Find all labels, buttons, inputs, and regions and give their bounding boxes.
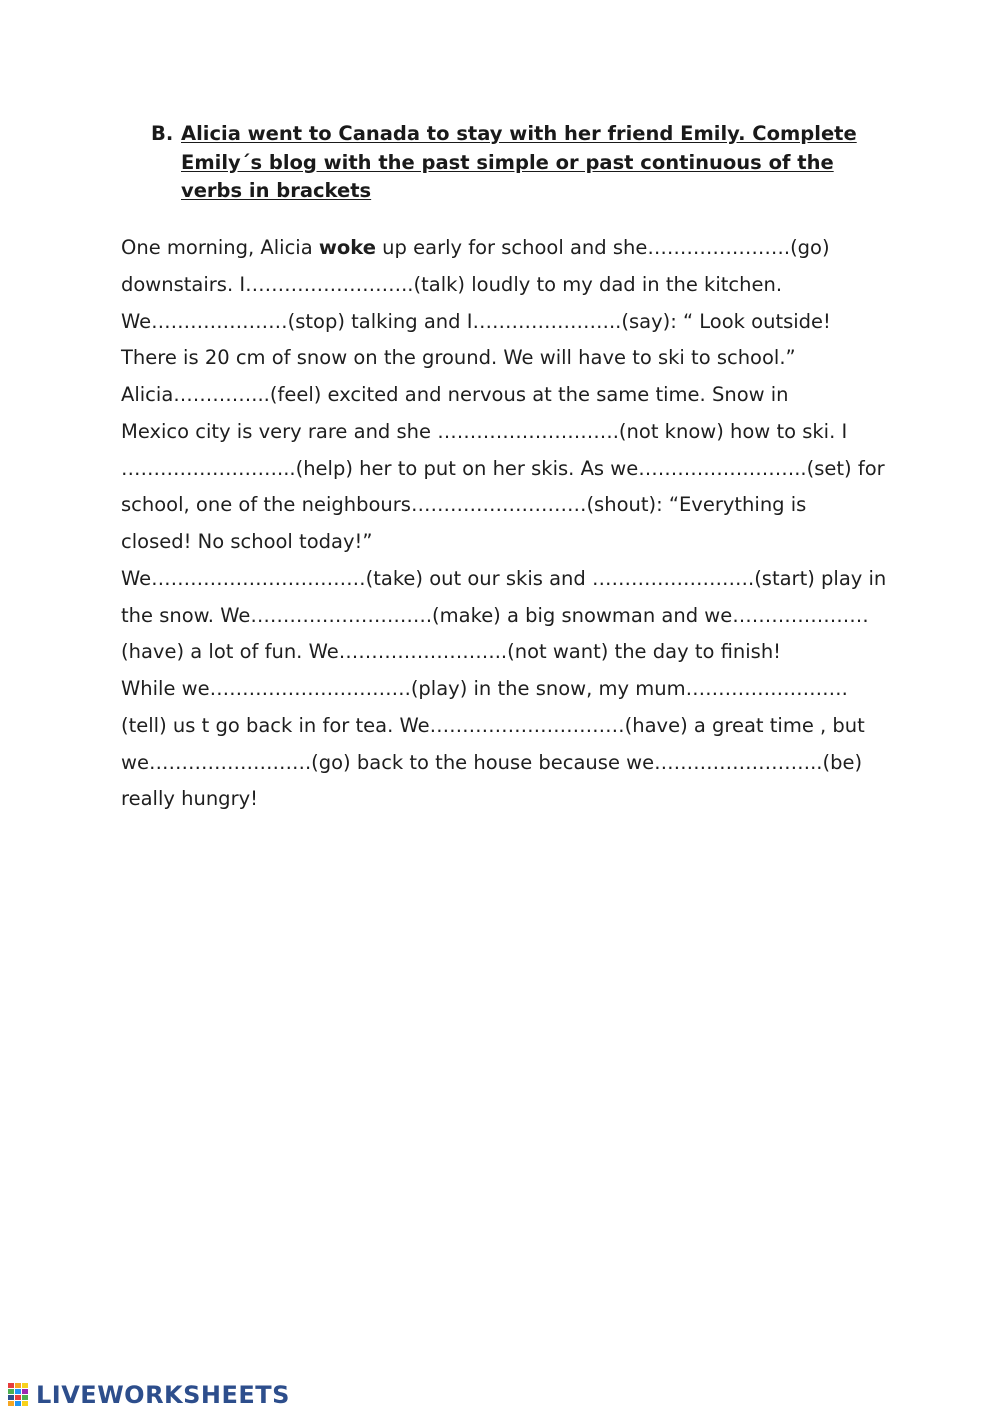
- text-line: We……………………………(take) out our skis and …………………….(start) play in: [121, 566, 887, 590]
- text-line: We…………………(stop) talking and I…………………..(say): “ Look outside!: [121, 309, 831, 333]
- text-line: school, one of the neighbours………………………(shout): “Everything is: [121, 493, 807, 517]
- text-line: While we………………………….(play) in the snow, my mum…………………….: [121, 677, 848, 700]
- text-line: ……………………...(help) her to put on her skis. As we……………………..(set) for: [121, 456, 885, 480]
- liveworksheets-logo: [8, 1381, 290, 1409]
- section-letter: B.: [151, 122, 174, 145]
- logo-text: LIVEWORKSHEETS: [36, 1381, 290, 1409]
- text-line: really hungry!: [121, 787, 258, 811]
- text-line: One morning, Alicia woke up early for school and she………………….(go): [121, 236, 830, 259]
- text-line: Alicia…………...(feel) excited and nervous at the same time. Snow in: [121, 383, 789, 406]
- text-line: closed! No school today!”: [121, 530, 373, 553]
- exercise-text: [121, 230, 887, 818]
- colorful-blocks-icon: [8, 1383, 34, 1407]
- text-line: (tell) us t go back in for tea. We…………………………(have) a great time , but: [121, 713, 865, 737]
- text-line: Mexico city is very rare and she ……………………….(not know) how to ski. I: [121, 419, 848, 443]
- section-instruction: Alicia went to Canada to stay with her friend Emily. Complete Emily´s blog with the past simple or past continuous of the verbs in brackets: [181, 122, 857, 202]
- text-line: the snow. We……………………….(make) a big snowman and we…………………: [121, 603, 869, 627]
- text-line: downstairs. I……………………..(talk) loudly to my dad in the kitchen.: [121, 272, 783, 296]
- text-line: we…………………….(go) back to the house because we……………………..(be): [121, 750, 863, 774]
- bold-word: woke: [318, 236, 376, 259]
- section-heading: [151, 120, 886, 206]
- text-line: (have) a lot of fun. We……………………..(not want) the day to finish!: [121, 640, 781, 664]
- text-line: There is 20 cm of snow on the ground. We will have to ski to school.”: [121, 346, 796, 370]
